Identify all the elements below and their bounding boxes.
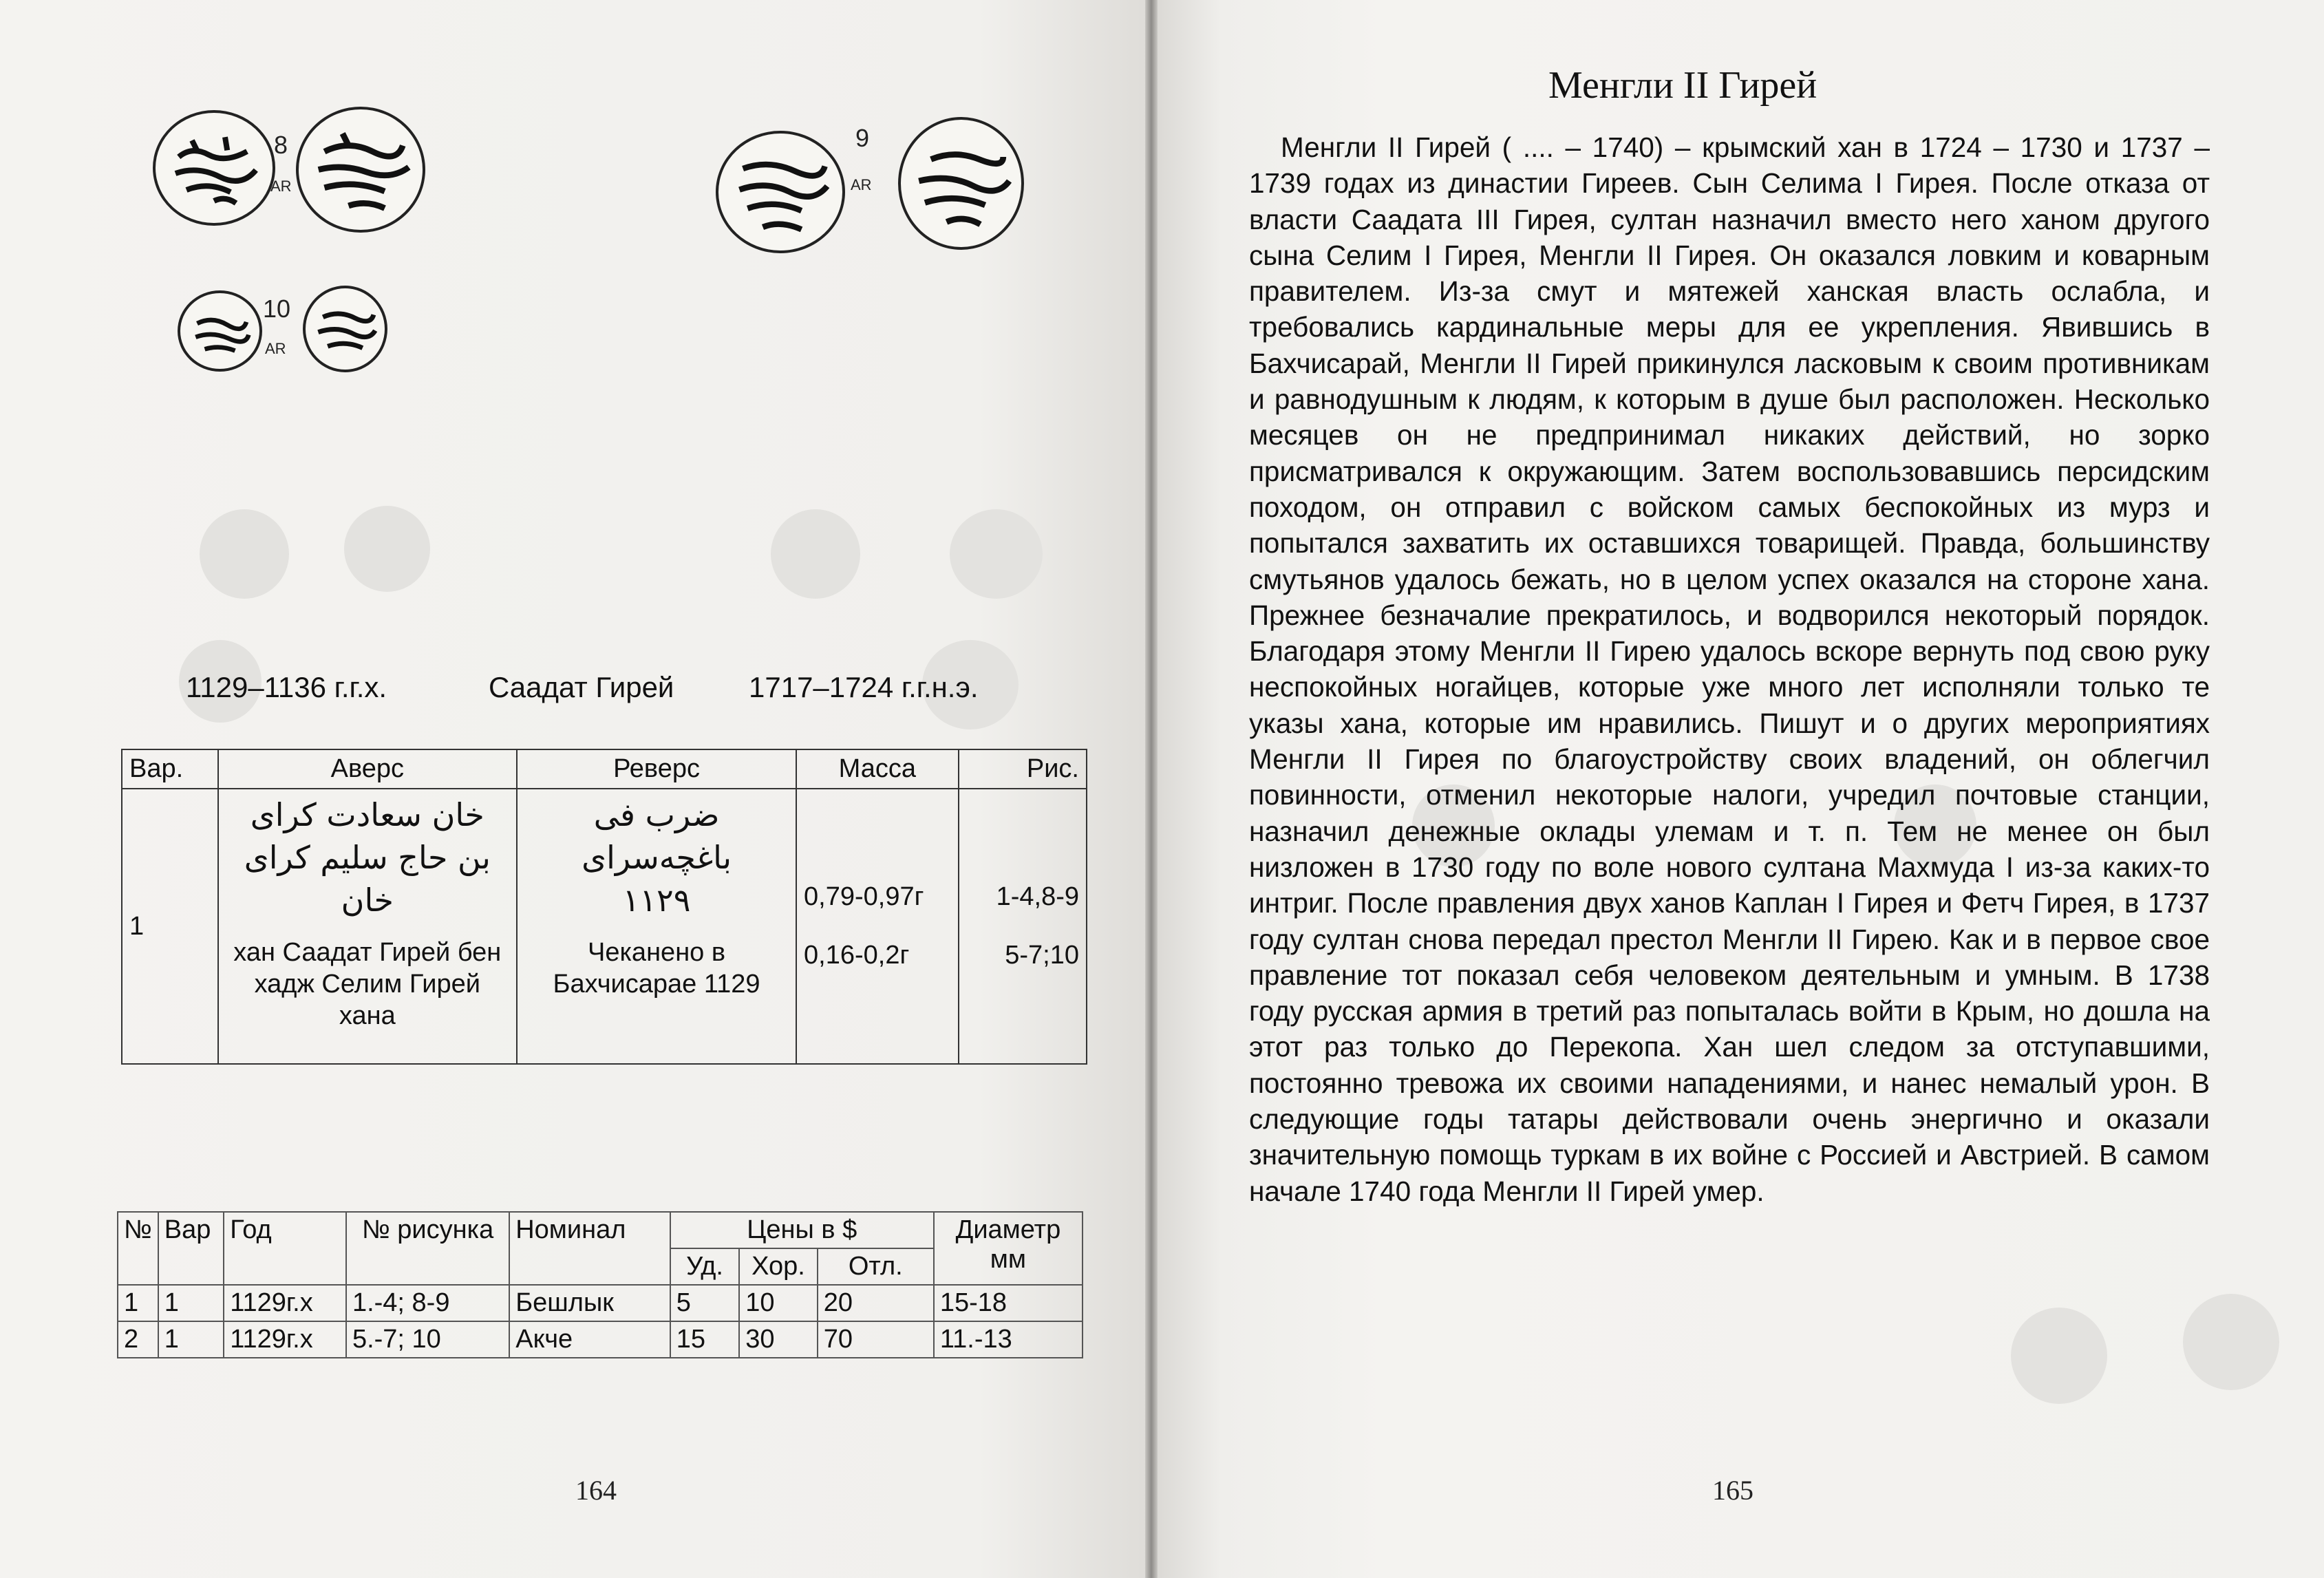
coin-inscription-icon xyxy=(901,120,1021,247)
cell-price-excellent: 20 xyxy=(818,1285,934,1321)
variant-table xyxy=(121,749,1087,1065)
coin-9-obverse xyxy=(716,131,845,253)
col-price-good: Уд. xyxy=(670,1248,740,1285)
page-number-right: 165 xyxy=(1712,1475,1753,1506)
coin-8-number: 8 xyxy=(274,131,288,159)
bleed-through-coin xyxy=(950,509,1043,599)
col-diameter: Диаметр мм xyxy=(934,1212,1083,1285)
cell-year: 1129г.х xyxy=(224,1285,346,1321)
bleed-through-coin xyxy=(344,506,430,592)
cell-price-excellent: 70 xyxy=(818,1321,934,1358)
col-year: Год xyxy=(224,1212,346,1285)
col-figure: Рис. xyxy=(959,749,1087,789)
coin-9-number: 9 xyxy=(855,124,870,152)
price-table xyxy=(117,1211,1083,1358)
cell-figure: 5.-7; 10 xyxy=(346,1321,509,1358)
cell-price-fine: 10 xyxy=(739,1285,817,1321)
obverse-arabic-line: خان xyxy=(341,882,394,919)
cell-figure: 1.-4; 8-9 xyxy=(346,1285,509,1321)
col-price-excellent: Отл. xyxy=(818,1248,934,1285)
obverse-arabic-line: خان سعادت كراى xyxy=(250,796,484,833)
col-figure: № рисунка xyxy=(346,1212,509,1285)
reverse-arabic-line: ضرب فى xyxy=(593,796,720,833)
heading-ruler-name: Саадат Гирей xyxy=(489,671,674,703)
cell-reverse xyxy=(517,789,796,1064)
col-obverse: Аверс xyxy=(218,749,518,789)
book-gutter xyxy=(1145,0,1158,1578)
cell-denomination: Акче xyxy=(509,1321,670,1358)
cell-figures xyxy=(959,789,1087,1064)
figure-value: 5-7;10 xyxy=(1005,941,1079,970)
col-prices: Цены в $ xyxy=(670,1212,934,1248)
cell-mass xyxy=(796,789,959,1064)
cell-price-good: 5 xyxy=(670,1285,740,1321)
obverse-arabic-line: بن حاج سليم كراى xyxy=(244,839,491,876)
cell-denomination: Бешлык xyxy=(509,1285,670,1321)
bleed-through-coin xyxy=(2011,1308,2107,1404)
coin-inscription-icon xyxy=(299,109,423,230)
table-row xyxy=(118,1285,1083,1321)
page-number-left: 164 xyxy=(575,1475,617,1506)
coin-8-metal: AR xyxy=(270,178,292,195)
cell-no: 1 xyxy=(118,1285,158,1321)
coin-8-obverse xyxy=(153,110,275,226)
cell-price-fine: 30 xyxy=(739,1321,817,1358)
coin-10-metal: AR xyxy=(265,340,286,357)
coin-inscription-icon xyxy=(718,134,842,250)
table-row xyxy=(118,1321,1083,1358)
cell-diameter: 15-18 xyxy=(934,1285,1083,1321)
reverse-arabic-line: ١١٢٩ xyxy=(622,882,691,919)
table-row xyxy=(122,789,1087,1064)
mass-value: 0,16-0,2г xyxy=(804,941,910,970)
col-price-fine: Хор. xyxy=(739,1248,817,1285)
mass-value: 0,79-0,97г xyxy=(804,882,924,911)
figure-value: 1-4,8-9 xyxy=(996,882,1079,911)
article-body xyxy=(1249,129,2210,1209)
cell-no: 2 xyxy=(118,1321,158,1358)
reverse-caption: Чеканено в Бахчисарае 1129 xyxy=(553,938,760,999)
col-variant: Вар. xyxy=(122,749,218,789)
obverse-caption: хан Саадат Гирей бен хадж Селим Гирей хана xyxy=(233,938,502,1030)
cell-obverse xyxy=(218,789,518,1064)
coin-inscription-icon xyxy=(180,293,259,369)
cell-variant: 1 xyxy=(122,789,218,1064)
col-no: № xyxy=(118,1212,158,1285)
variant-table-header xyxy=(122,749,1087,789)
col-reverse: Реверс xyxy=(517,749,796,789)
bleed-through-coin xyxy=(771,509,860,599)
coin-10-number: 10 xyxy=(263,295,291,323)
article-paragraph: Менгли II Гирей ( .... – 1740) – крымский хан в 1724 – 1730 и 1737 – 1739 годах из династии Гиреев. Сын Селима I Гирея. После отказа от власти Саадата III Гирея, султан назначил вместо него ханом другого сына Селим I Гирея, Менгли II Гирея. Он оказался ловким и коварным правителем. Из-за смут и мятежей ханская власть ослабла, и требовались кардинальные меры для ее укрепления. Явившись в Бахчисарай, Менгли II Гирей прикинулся ласковым к своим противникам и равнодушным к людям, к которым в душе был расположен. Несколько месяцев он не предпринимал никаких действий, но зорко присматривался к окружающим. Затем воспользовавшись персидским походом, он отправил с войском самых беспокойных из мурз и попытался захватить их оставшихся товарищей. Правда, большинству смутьянов удалось бежать, но в целом успех оказался на стороне хана. Прежнее безначалие прекратилось, и водворился некоторый порядок. Благодаря этому Менгли II Гирею удалось вскоре вернуть под свою руку неспокойных ногайцев, которые уже много лет исполняли только те указы хана, которые им нравились. Пишут и о других мероприятиях Менгли II Гирея по благоустройству своих владений, он облегчил повинности, отменил некоторые налоги, учредил почтовые станции, назначил денежные оклады улемам и т. п. Тем не менее он был низложен в 1730 году по воле нового султана Махмуда I из-за каких-то интриг. После правления двух ханов Каплан I Гирея и Фетч Гирея, в 1737 году султан снова передал престол Менгли II Гирею. Как и в первое свое правление тот показал себя человеком деятельным и умным. В 1738 году русская армия в третий раз попыталась войти в Крым, но дошла на этот раз только до Перекопа. Хан шел следом за отступавшими, постоянно тревожа их своими нападениями, и нанес немалый урон. В следующие годы татары действовали очень энергично и оказали значительную помощь туркам в их войне с Россией и Австрией. В самом начале 1740 года Менгли II Гирей умер. xyxy=(1249,131,2210,1207)
cell-price-good: 15 xyxy=(670,1321,740,1358)
coin-inscription-icon xyxy=(156,113,273,223)
heading-gregorian-years: 1717–1724 г.г.н.э. xyxy=(749,671,979,703)
reverse-arabic-line: باغچەسراى xyxy=(582,839,732,876)
coin-8-reverse xyxy=(296,107,425,233)
cell-year: 1129г.х xyxy=(224,1321,346,1358)
coin-10-obverse xyxy=(178,290,262,372)
col-denomination: Номинал xyxy=(509,1212,670,1285)
col-variant: Вар xyxy=(158,1212,224,1285)
cell-variant: 1 xyxy=(158,1321,224,1358)
page-title: Менгли II Гирей xyxy=(1548,64,1817,107)
coin-9-metal: AR xyxy=(851,176,872,193)
left-page xyxy=(0,0,1151,1578)
heading-hijri-years: 1129–1136 г.г.х. xyxy=(186,671,387,703)
coin-9-reverse xyxy=(898,117,1024,250)
price-table-header xyxy=(118,1212,1083,1248)
cell-diameter: 11.-13 xyxy=(934,1321,1083,1358)
bleed-through-coin xyxy=(200,509,289,599)
cell-variant: 1 xyxy=(158,1285,224,1321)
coin-inscription-icon xyxy=(306,288,385,370)
coin-10-reverse xyxy=(303,286,387,372)
col-mass: Масса xyxy=(796,749,959,789)
bleed-through-coin xyxy=(2183,1294,2279,1390)
